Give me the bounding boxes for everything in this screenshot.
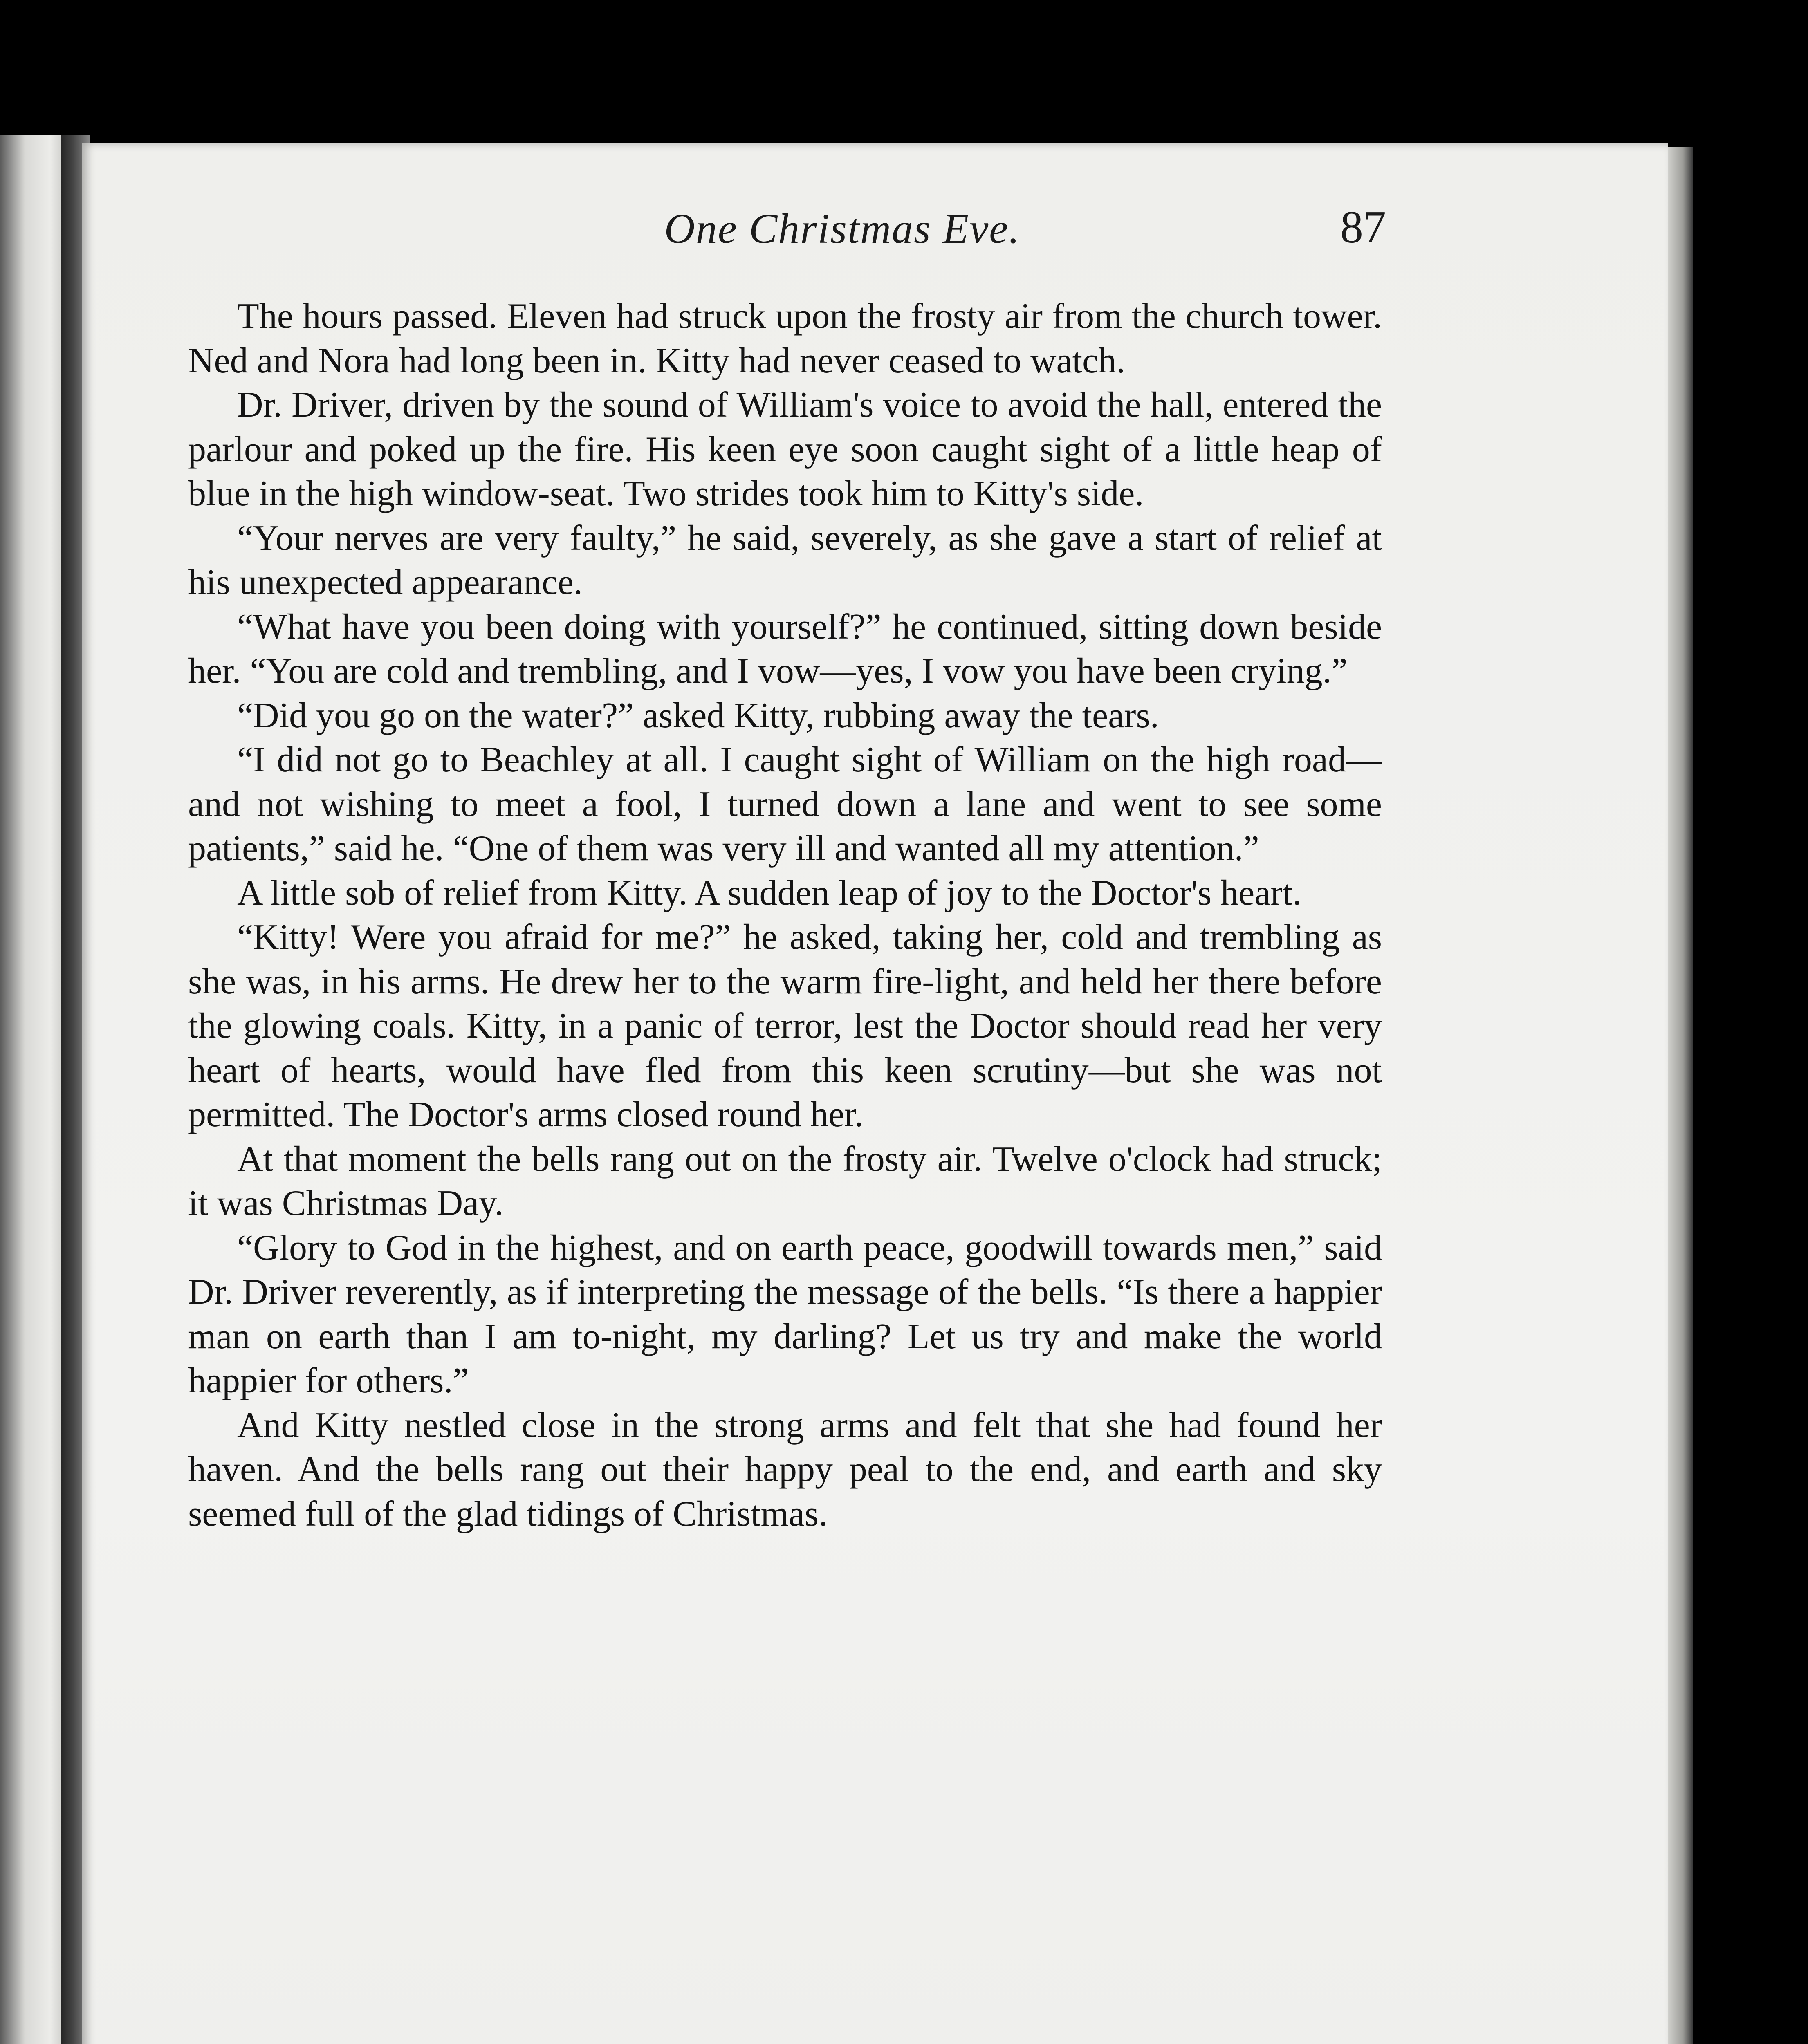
paragraph: “What have you been doing with yourself?” he continued, sitting down beside her. “You are cold and trembling, and I vow—yes, I vow you have been crying.” bbox=[188, 607, 1382, 691]
paragraph: “I did not go to Beachley at all. I caught sight of William on the high road—and not wishing to meet a fool, I turned down a lane and went to see some patients,” said he. “One of them was very ill and wanted all my attention.” bbox=[188, 740, 1382, 868]
previous-page-edge bbox=[0, 135, 72, 2044]
paragraph: Dr. Driver, driven by the sound of William's voice to avoid the hall, entered the parlour and poked up the fire. His keen eye soon caught sight of a little heap of blue in the high window-seat. Two strides took him to Kitty's side. bbox=[188, 385, 1382, 513]
paragraph: “Your nerves are very faulty,” he said, severely, as she gave a start of relief at his unexpected appearance. bbox=[188, 518, 1382, 602]
paragraph: At that moment the bells rang out on the frosty air. Twelve o'clock had struck; it was Christmas Day. bbox=[188, 1139, 1382, 1223]
paragraph: And Kitty nestled close in the strong arms and felt that she had found her haven. And the bells rang out their happy peal to the end, and earth and sky seemed full of the glad tidings of Christmas. bbox=[188, 1405, 1382, 1534]
page-stack-edge bbox=[1668, 147, 1693, 2044]
paragraph: A little sob of relief from Kitty. A sudden leap of joy to the Doctor's heart. bbox=[237, 873, 1302, 913]
page-number: 87 bbox=[1340, 202, 1386, 253]
paragraph: “Glory to God in the highest, and on earth peace, goodwill towards men,” said Dr. Driver reverently, as if interpreting the message of the bells. “Is there a happier man on earth than I am to-night, my darling? Let us try and make the world happier for others.” bbox=[188, 1228, 1382, 1401]
paragraph: “Kitty! Were you afraid for me?” he asked, taking her, cold and trembling as she was, in his arms. He drew her to the warm fire-light, and held her there before the glowing coals. Kitty, in a panic of terror, lest the Doctor should read her very heart of hearts, would have fled from this keen scrutiny—but she was not permitted. The Doctor's arms closed round her. bbox=[188, 917, 1382, 1134]
running-head: One Christmas Eve. bbox=[664, 205, 1021, 252]
paragraph: The hours passed. Eleven had struck upon the frosty air from the church tower. Ned and Nora had long been in. Kitty had never ceased to watch. bbox=[188, 296, 1382, 381]
body-text bbox=[188, 294, 1382, 1536]
paragraph: “Did you go on the water?” asked Kitty, rubbing away the tears. bbox=[237, 695, 1159, 735]
